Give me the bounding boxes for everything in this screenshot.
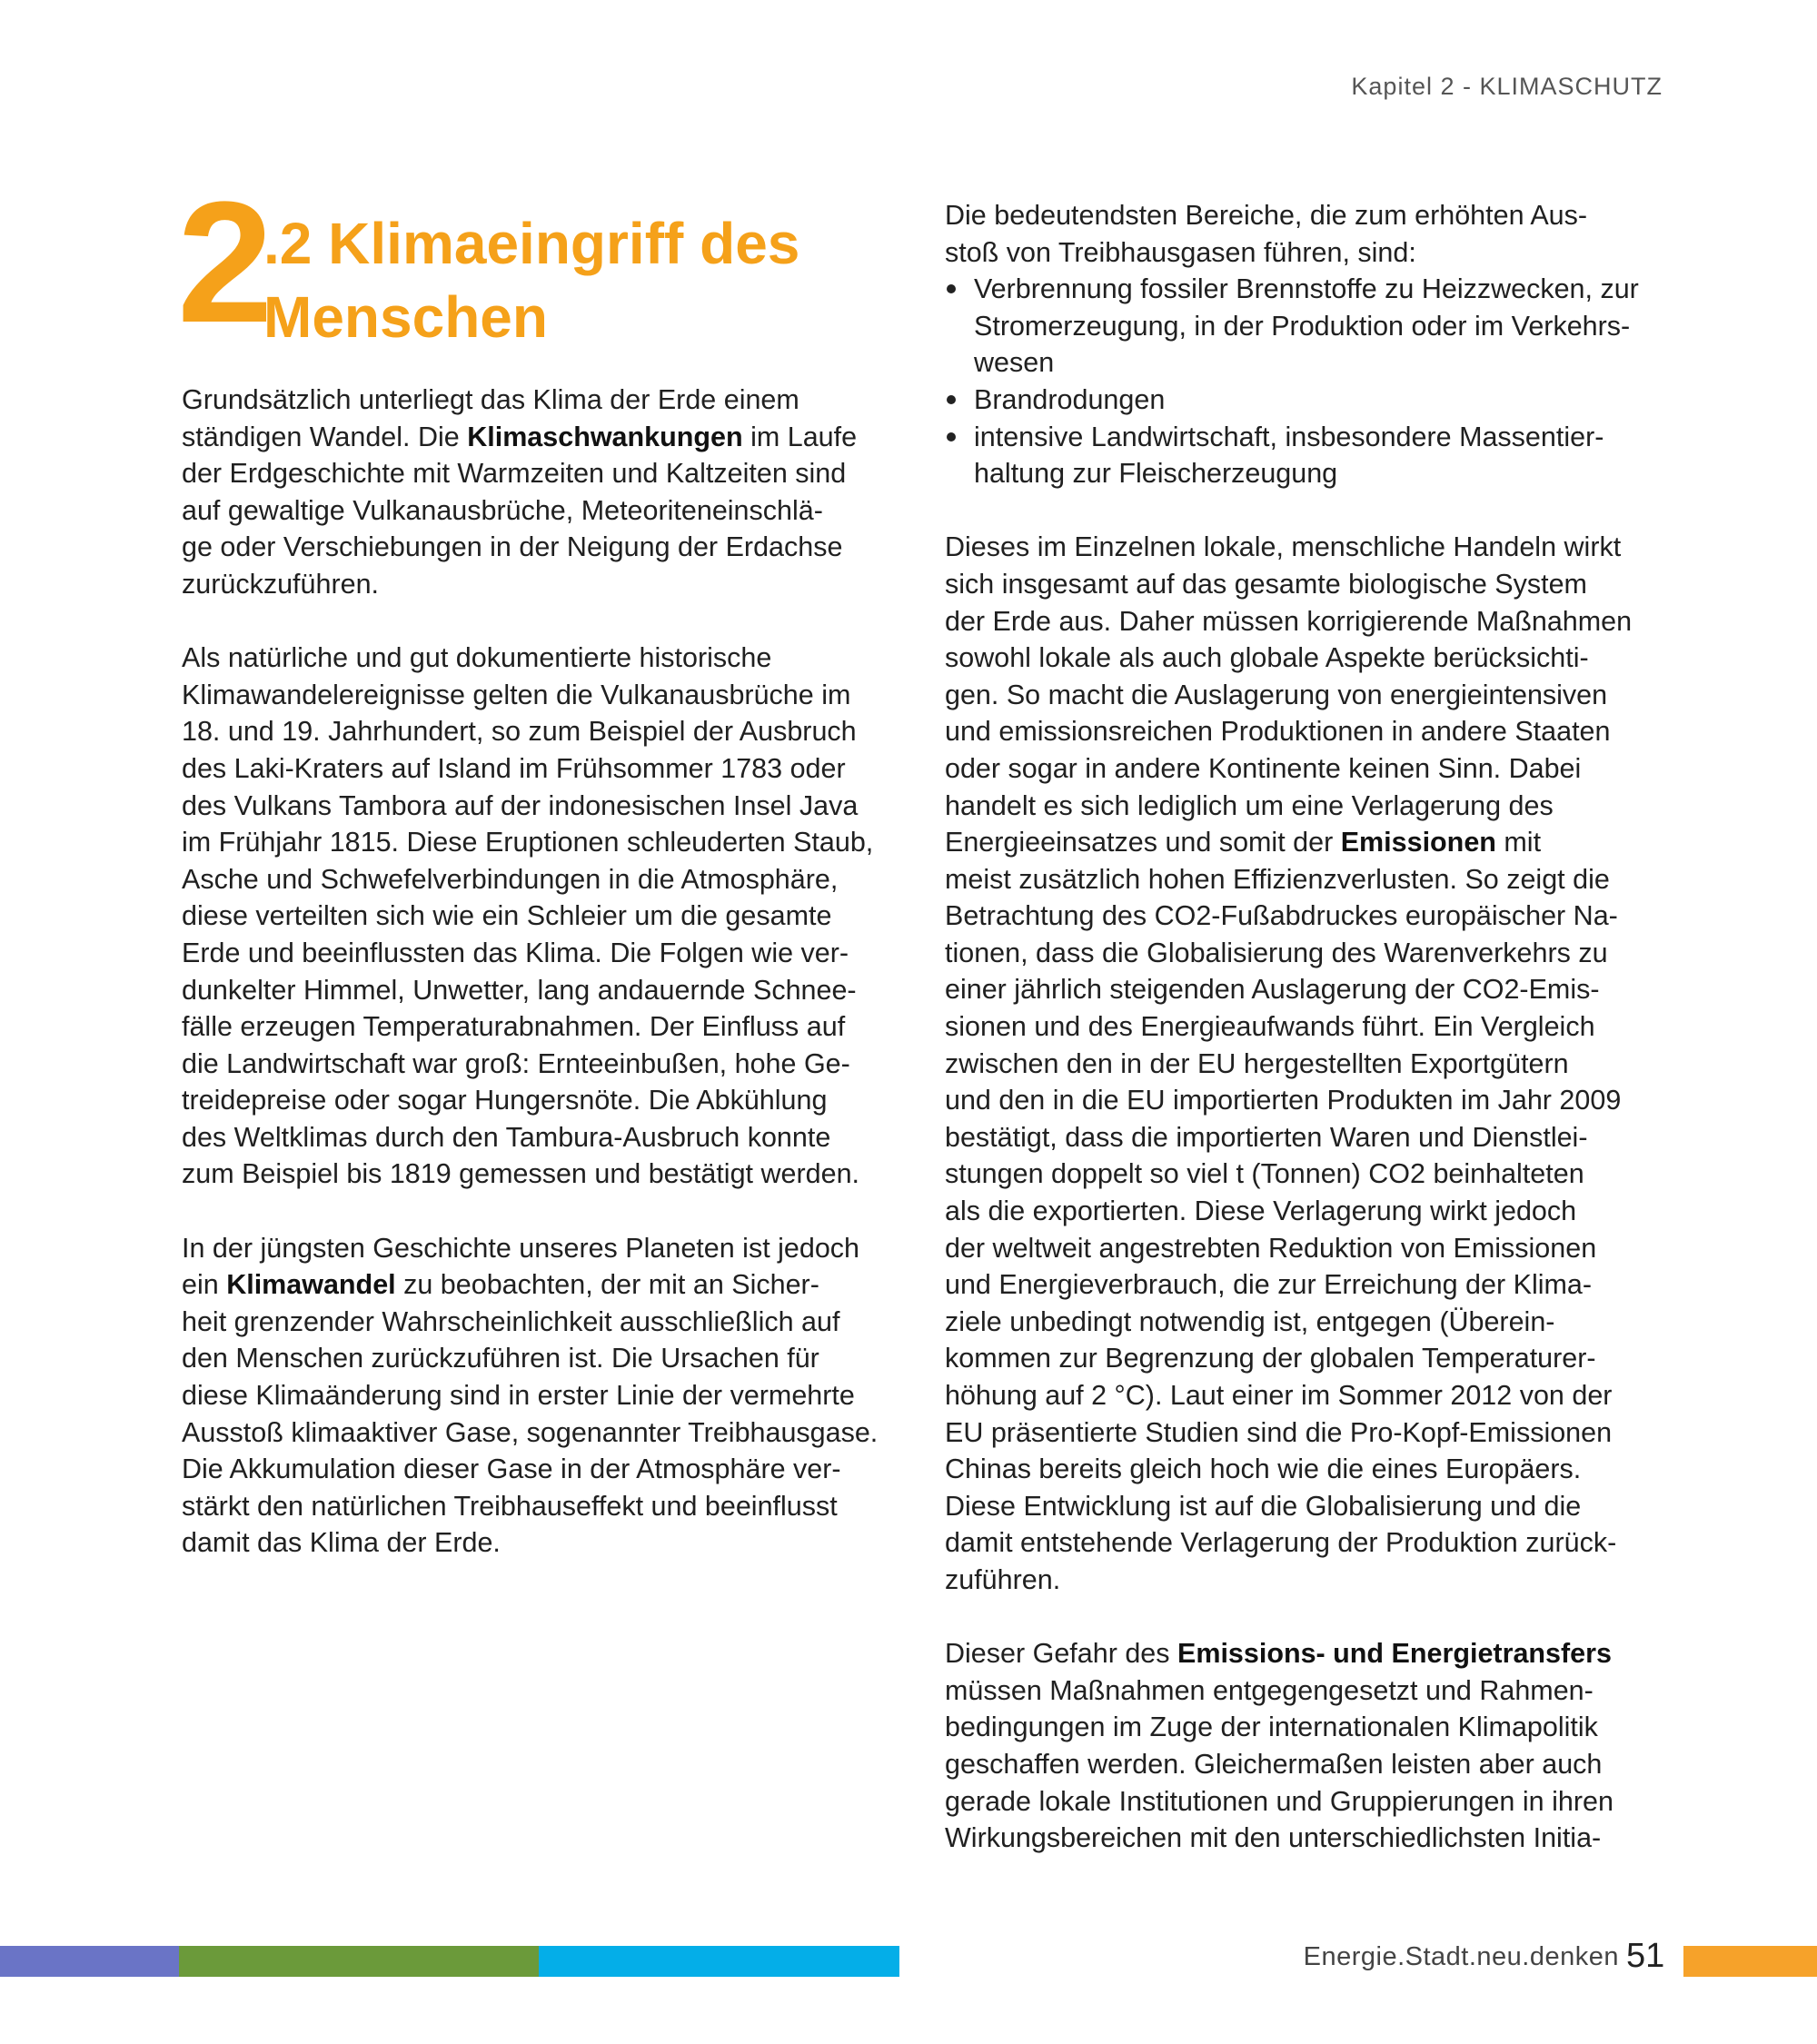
footer-color-bar	[539, 1946, 899, 1977]
bold-term: Emissionen	[1340, 827, 1496, 858]
text-span: zu beobachten, der mit an Sicher- heit grenzender Wahrscheinlichkeit ausschließlich auf den Menschen zurückzuführen ist. Die Ursachen für diese Klimaänderung sind in erster Linie der vermehrte Ausstoß klimaaktiver Gase, sogenannter Treibhausgase. Die Akkumulation dieser Gase in der Atmosphäre ver- stärkt den natürlichen Treibhauseffekt und beeinflusst damit das Klima der Erde.	[182, 1269, 879, 1559]
footer-color-bar	[0, 1946, 179, 1977]
list-item: intensive Landwirtschaft, insbesondere Massentier- haltung zur Fleischerzeugung	[945, 419, 1672, 492]
footer-slogan: Energie.Stadt.neu.denken	[1303, 1942, 1619, 1971]
page-number: 51	[1626, 1937, 1665, 1975]
footer-color-bar	[1683, 1946, 1817, 1977]
chapter-digit: 2	[177, 166, 273, 359]
left-column	[182, 382, 908, 1599]
list-item: Brandrodungen	[945, 382, 1672, 419]
chapter-header: Kapitel 2 - KLIMASCHUTZ	[1351, 73, 1663, 100]
title-line-2: Menschen	[263, 284, 548, 350]
footer-color-bar	[179, 1946, 539, 1977]
bullet-list	[945, 271, 1672, 492]
text-span: im Laufe der Erdgeschichte mit Warmzeiten und Kaltzeiten sind auf gewaltige Vulkanausbrüche, Meteoriteneinschlä- ge oder Verschiebungen in der Neigung der Erdachse zurückzuführen.	[182, 421, 858, 600]
paragraph	[182, 1230, 908, 1562]
title-line-1: .2 Klimaeingriff des	[263, 211, 800, 276]
bold-term: Klimawandel	[226, 1269, 396, 1301]
text-span: Dieses im Einzelnen lokale, menschliche Handeln wirkt sich insgesamt auf das gesamte biologische System der Erde aus. Daher müssen korrigierende Maßnahmen sowohl lokale als auch globale Aspekte berücksichti- gen. So macht die Auslagerung von energieintensiven und emissionsreichen Produktionen in andere Staaten oder sogar in andere Kontinente keinen Sinn. Dabei handelt es sich lediglich um eine Verlagerung des Energieeinsatzes und somit der	[945, 531, 1633, 858]
right-column	[945, 197, 1672, 1893]
text-span: müssen Maßnahmen entgegengesetzt und Rahmen- bedingungen im Zuge der internationalen Klimapolitik geschaffen werden. Gleichermaßen leisten aber auch gerade lokale Institutionen und Gruppierungen in ihren Wirkungsbereichen mit den unterschiedlichsten Initia-	[945, 1674, 1613, 1854]
list-item: Verbrennung fossiler Brennstoffe zu Heizzwecken, zur Stromerzeugung, in der Produktion oder im Verkehrs- wesen	[945, 271, 1672, 382]
text-span: In der jüngsten Geschichte unseres Planeten ist jedoch ein	[182, 1232, 860, 1301]
paragraph	[182, 382, 908, 603]
text-span: mit meist zusätzlich hohen Effizienzverlusten. So zeigt die Betrachtung des CO2-Fußabdruckes europäischer Na- tionen, dass die Globalisierung des Warenverkehrs zu einer jährlich steigenden Auslagerung der CO2-Emis- sionen und des Energieaufwands führt. Ein Vergleich zwischen den in der EU hergestellten Exportgütern und den in die EU importierten Produkten im Jahr 2009 bestätigt, dass die importierten Waren und Dienstlei- stungen doppelt so viel t (Tonnen) CO2 beinhalteten als die exportierten. Diese Verlagerung wirkt jedoch der weltweit angestrebten Reduktion von Emissionen und Energieverbrauch, die zur Erreichung der Klima- ziele unbedingt notwendig ist, entgegen (Überein- kommen zur Begrenzung der globalen Temperaturer- höhung auf 2 °C). Laut einer im Sommer 2012 von der EU präsentierte Studien sind die Pro-Kopf-Emissionen Chinas bereits gleich hoch wie die eines Europäers. Diese Entwicklung ist auf die Globalisierung und die damit entstehende Verlagerung der Produktion zurück- zuführen.	[945, 827, 1622, 1595]
paragraph	[945, 1635, 1672, 1857]
paragraph: Als natürliche und gut dokumentierte historische Klimawandelereignisse gelten die Vulkanausbrüche im 18. und 19. Jahrhundert, so zum Beispiel der Ausbruch des Laki-Kraters auf Island im Frühsommer 1783 oder des Vulkans Tambora auf der indonesischen Insel Java im Frühjahr 1815. Diese Eruptionen schleuderten Staub, Asche und Schwefelverbindungen in die Atmosphäre, diese verteilten sich wie ein Schleier um die gesamte Erde und beeinflussten das Klima. Die Folgen wie ver- dunkelter Himmel, Unwetter, lang andauernde Schnee- fälle erzeugen Temperaturabnahmen. Der Einfluss auf die Landwirtschaft war groß: Ernteeinbußen, hohe Ge- treidepreise oder sogar Hungersnöte. Die Abkühlung des Weltklimas durch den Tambura-Ausbruch konnte zum Beispiel bis 1819 gemessen und bestätigt werden.	[182, 642, 874, 1190]
text-span: Grundsätzlich unterliegt das Klima der Erde einem ständigen Wandel. Die	[182, 384, 799, 452]
section-title	[177, 166, 904, 359]
bold-term: Emissions- und Energietransfers	[1177, 1638, 1612, 1670]
bold-term: Klimaschwankungen	[467, 421, 743, 452]
paragraph	[945, 529, 1672, 1598]
paragraph: Die bedeutendsten Bereiche, die zum erhöhten Aus- stoß von Treibhausgasen führen, sind:	[945, 200, 1588, 268]
text-span: Dieser Gefahr des	[945, 1638, 1177, 1670]
